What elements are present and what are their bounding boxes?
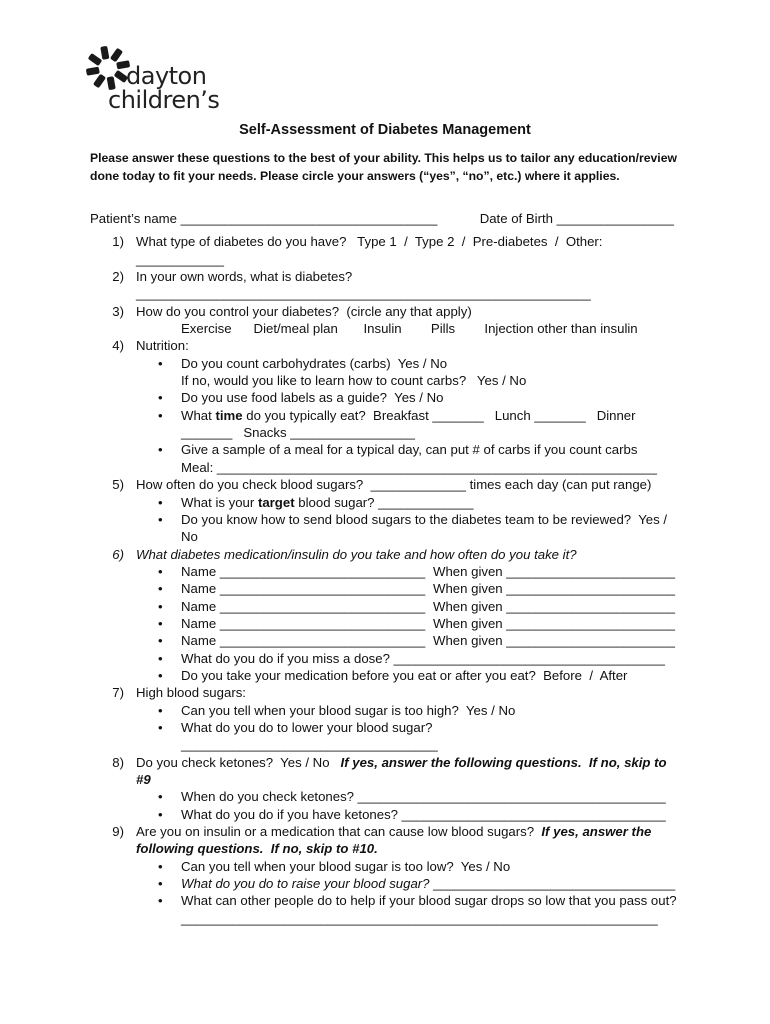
- question-1: [90, 233, 690, 250]
- question-number: 8): [112, 754, 124, 770]
- when-given-field[interactable]: When given _______________________: [433, 633, 675, 649]
- item-text[interactable]: What do you do if you have ketones? ____________________________________: [181, 806, 666, 822]
- question-text: In your own words, what is diabetes?: [136, 269, 353, 285]
- list-item: [90, 667, 690, 684]
- medication-row: [90, 632, 690, 649]
- question-text: High blood sugars:: [136, 685, 246, 701]
- list-item: [90, 441, 690, 458]
- question-text: What diabetes medication/insulin do you take and how often do you take it?: [136, 546, 577, 562]
- question-number: 6): [112, 546, 124, 562]
- list-item: [90, 702, 690, 719]
- question-8: [90, 754, 690, 771]
- question-number: 2): [112, 269, 124, 285]
- logo-text-line1: dayton: [126, 62, 207, 90]
- question-number: 3): [112, 303, 124, 319]
- bullet-icon: •: [158, 355, 163, 371]
- question-number: 7): [112, 685, 124, 701]
- list-item: [90, 858, 690, 875]
- bullet-icon: •: [158, 442, 163, 458]
- bullet-icon: •: [158, 893, 163, 909]
- medication-name-field[interactable]: Name ____________________________: [181, 633, 426, 649]
- list-item: [90, 788, 690, 805]
- list-item: [90, 389, 690, 406]
- item-text: Give a sample of a meal for a typical day, can put # of carbs if you count carbs: [181, 442, 638, 458]
- questionnaire: [90, 210, 690, 927]
- when-given-field[interactable]: When given _______________________: [433, 563, 675, 579]
- list-item: [90, 511, 690, 528]
- question-text[interactable]: How often do you check blood sugars? _____________ times each day (can put range): [136, 477, 652, 493]
- date-of-birth-field[interactable]: Date of Birth ________________: [479, 211, 674, 226]
- answer-blank[interactable]: ___________________________________: [181, 737, 438, 753]
- answer-blank[interactable]: ______________________________________________________________: [136, 286, 591, 302]
- question-9: [90, 823, 690, 840]
- patient-name-field[interactable]: Patient’s name ___________________________________: [90, 211, 438, 226]
- question-7: [90, 684, 690, 701]
- control-options[interactable]: Exercise Diet/meal plan Insulin Pills Injection other than insulin: [181, 321, 638, 337]
- list-item: [90, 875, 690, 892]
- item-text: What is your: [181, 494, 258, 510]
- item-text[interactable]: No: [181, 529, 198, 545]
- medication-row: [90, 563, 690, 580]
- item-text: What can other people do to help if your blood sugar drops so low that you pass out?: [181, 893, 677, 909]
- medication-row: [90, 598, 690, 615]
- item-text[interactable]: Meal: ____________________________________________________________: [181, 459, 657, 475]
- item-text[interactable]: Can you tell when your blood sugar is too low? Yes / No: [181, 858, 511, 874]
- intro-instructions: Please answer these questions to the best of your ability. This helps us to tailor any education/review done today to fit your needs. Please circle your answers (“yes”, “no”, etc.) where it applies.: [90, 151, 677, 183]
- item-text[interactable]: Do you know how to send blood sugars to the diabetes team to be reviewed? Yes /: [181, 511, 668, 527]
- skip-instruction: #9: [136, 772, 151, 787]
- item-text: What do you do to lower your blood sugar?: [181, 719, 433, 735]
- when-given-field[interactable]: When given _______________________: [433, 598, 675, 614]
- bullet-icon: •: [158, 407, 163, 423]
- item-text[interactable]: _______ Snacks _________________: [181, 425, 415, 441]
- bullet-icon: •: [158, 876, 163, 892]
- question-5: [90, 476, 690, 493]
- medication-name-field[interactable]: Name ____________________________: [181, 615, 426, 631]
- item-emphasis: time: [215, 407, 243, 423]
- bullet-icon: •: [158, 667, 163, 683]
- bullet-icon: •: [158, 650, 163, 666]
- medication-row: [90, 615, 690, 632]
- medication-name-field[interactable]: Name ____________________________: [181, 581, 426, 597]
- question-2: [90, 268, 690, 285]
- question-number: 9): [112, 824, 124, 840]
- bullet-icon: •: [158, 633, 163, 649]
- question-text: Are you on insulin or a medication that can cause low blood sugars?: [136, 824, 542, 840]
- item-text[interactable]: Can you tell when your blood sugar is too high? Yes / No: [181, 702, 516, 718]
- skip-instruction: following questions. If no, skip to #10.: [136, 841, 378, 857]
- list-item: [90, 407, 690, 424]
- item-text[interactable]: do you typically eat? Breakfast _______ Lunch _______ Dinner: [242, 407, 636, 423]
- question-number: 5): [112, 477, 124, 493]
- item-text[interactable]: Do you take your medication before you eat or after you eat? Before / After: [181, 667, 628, 683]
- item-text[interactable]: Do you use food labels as a guide? Yes / No: [181, 390, 444, 406]
- item-text[interactable]: blood sugar? _____________: [294, 494, 474, 510]
- question-text: How do you control your diabetes? (circle any that apply): [136, 303, 472, 319]
- answer-blank[interactable]: ____________: [136, 251, 225, 267]
- answer-blank[interactable]: _________________________________________________________________: [181, 910, 658, 926]
- bullet-icon: •: [158, 789, 163, 805]
- bullet-icon: •: [158, 615, 163, 631]
- item-text[interactable]: If no, would you like to learn how to count carbs? Yes / No: [181, 373, 527, 389]
- question-text: What type of diabetes do you have? Type 1 / Type 2 / Pre-diabetes / Other:: [136, 234, 603, 250]
- bullet-icon: •: [158, 702, 163, 718]
- bullet-icon: •: [158, 511, 163, 527]
- logo-text-line2: children’s: [108, 86, 220, 114]
- medication-row: [90, 580, 690, 597]
- list-item: [90, 494, 690, 511]
- dayton-childrens-logo: [86, 44, 226, 120]
- patient-info-row: [90, 210, 690, 227]
- bullet-icon: •: [158, 806, 163, 822]
- skip-instruction: If yes, answer the following questions. If no, skip to: [340, 754, 667, 770]
- list-item: [90, 806, 690, 823]
- item-text: What do you do to raise your blood sugar?: [181, 876, 430, 892]
- bullet-icon: •: [158, 719, 163, 735]
- skip-instruction: If yes, answer the: [541, 824, 652, 840]
- answer-blank[interactable]: _________________________________: [429, 876, 676, 892]
- item-text: What: [181, 407, 216, 423]
- bullet-icon: •: [158, 390, 163, 406]
- logo-mark-icon: [86, 46, 130, 90]
- when-given-field[interactable]: When given _______________________: [433, 615, 675, 631]
- bullet-icon: •: [158, 858, 163, 874]
- list-item: [90, 892, 690, 909]
- list-item: [90, 355, 690, 372]
- when-given-field[interactable]: When given _______________________: [433, 581, 675, 597]
- question-number: 4): [112, 338, 124, 354]
- question-4: [90, 337, 690, 354]
- item-emphasis: target: [257, 494, 295, 510]
- item-text[interactable]: When do you check ketones? __________________________________________: [181, 789, 666, 805]
- bullet-icon: •: [158, 494, 163, 510]
- question-text: Nutrition:: [136, 338, 189, 354]
- medication-name-field[interactable]: Name ____________________________: [181, 598, 426, 614]
- medication-name-field[interactable]: Name ____________________________: [181, 563, 426, 579]
- question-number: 1): [112, 234, 124, 250]
- list-item: [90, 719, 690, 736]
- question-6: [90, 546, 690, 563]
- item-text[interactable]: Do you count carbohydrates (carbs) Yes / No: [181, 355, 448, 371]
- question-text[interactable]: Do you check ketones? Yes / No: [136, 754, 341, 770]
- list-item: [90, 650, 690, 667]
- bullet-icon: •: [158, 563, 163, 579]
- question-3: [90, 303, 690, 320]
- item-text[interactable]: What do you do if you miss a dose? _____________________________________: [181, 650, 665, 666]
- page-title: Self-Assessment of Diabetes Management: [239, 122, 531, 138]
- bullet-icon: •: [158, 581, 163, 597]
- bullet-icon: •: [158, 598, 163, 614]
